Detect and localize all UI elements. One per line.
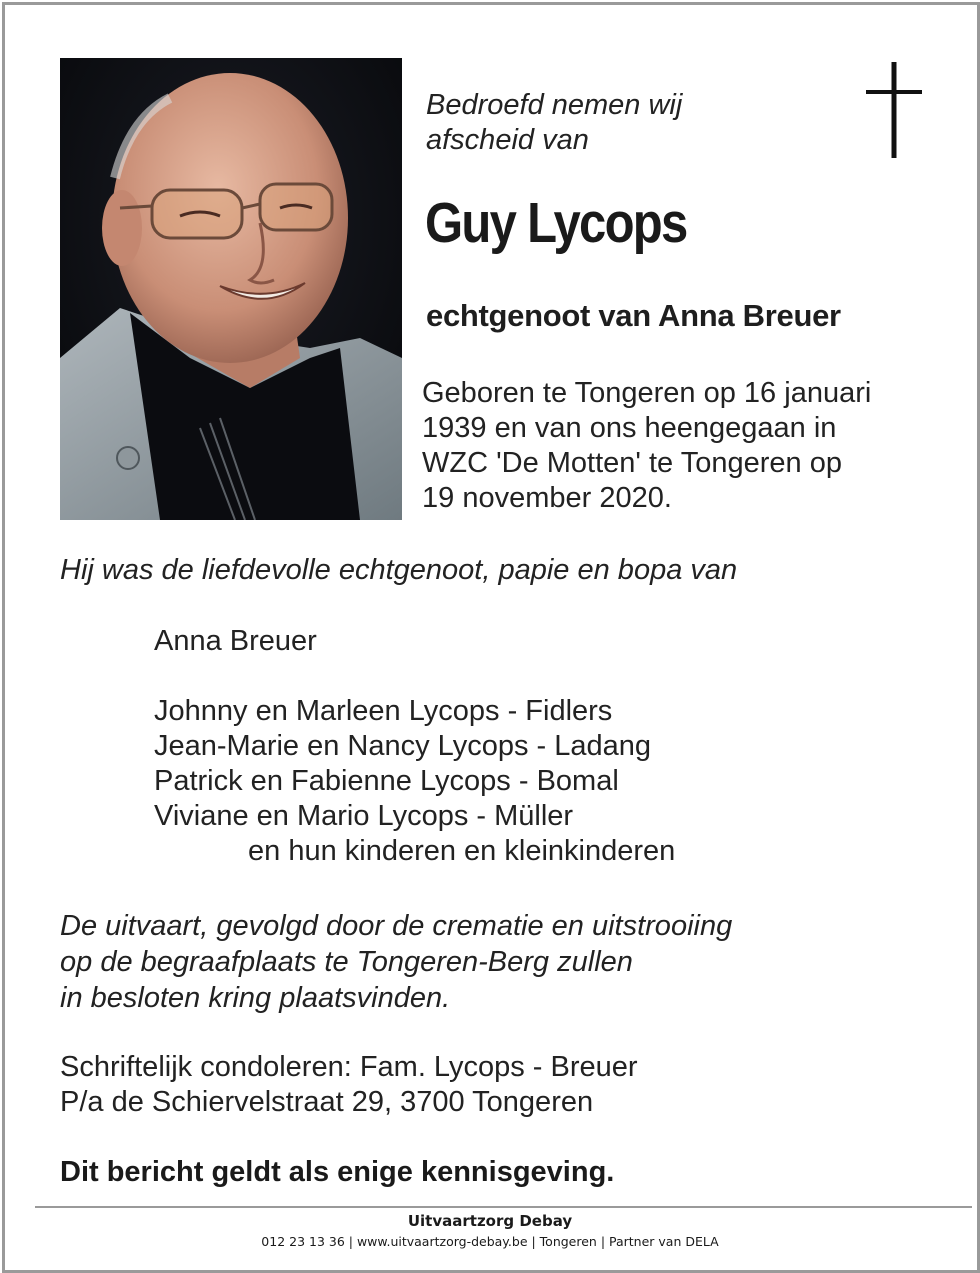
condolence-line-2: P/a de Schiervelstraat 29, 3700 Tongeren bbox=[60, 1086, 594, 1118]
birth-line-4: 19 november 2020. bbox=[422, 482, 672, 514]
birth-line-1: Geboren te Tongeren op 16 januari bbox=[422, 377, 872, 409]
footer-company: Uitvaartzorg Debay bbox=[407, 1212, 573, 1230]
family-list bbox=[154, 624, 675, 869]
footer-info: 012 23 13 36 | www.uitvaartzorg-debay.be | Tongeren | Partner van DELA bbox=[261, 1234, 719, 1249]
notice-text: Dit bericht geldt als enige kennisgeving. bbox=[60, 1156, 615, 1188]
intro-line-1: Bedroefd nemen wij bbox=[426, 89, 683, 121]
family-spacer bbox=[154, 659, 675, 694]
loving-line: Hij was de liefdevolle echtgenoot, papie en bopa van bbox=[60, 554, 738, 586]
footer-divider bbox=[35, 1206, 972, 1208]
intro-text bbox=[426, 88, 682, 158]
deceased-name: Guy Lycops bbox=[425, 191, 687, 255]
family-child: Jean-Marie en Nancy Lycops - Ladang bbox=[154, 730, 652, 762]
portrait-photo bbox=[60, 58, 402, 520]
cross-icon bbox=[866, 62, 922, 158]
family-spouse: Anna Breuer bbox=[154, 625, 317, 657]
birth-line-3: WZC 'De Motten' te Tongeren op bbox=[422, 447, 842, 479]
funeral-text bbox=[60, 908, 732, 1016]
funeral-line-2: op de begraafplaats te Tongeren-Berg zullen bbox=[60, 946, 633, 978]
deceased-relation: echtgenoot van Anna Breuer bbox=[426, 298, 841, 333]
family-grandchildren: en hun kinderen en kleinkinderen bbox=[248, 835, 676, 867]
intro-line-2: afscheid van bbox=[426, 124, 589, 156]
funeral-line-1: De uitvaart, gevolgd door de crematie en uitstrooiing bbox=[60, 910, 733, 942]
family-child: Patrick en Fabienne Lycops - Bomal bbox=[154, 765, 619, 797]
condolence-line-1: Schriftelijk condoleren: Fam. Lycops - Breuer bbox=[60, 1051, 638, 1083]
funeral-line-3: in besloten kring plaatsvinden. bbox=[60, 982, 451, 1014]
birth-line-2: 1939 en van ons heengegaan in bbox=[422, 412, 837, 444]
family-child: Johnny en Marleen Lycops - Fidlers bbox=[154, 695, 613, 727]
condolence-address bbox=[60, 1050, 638, 1120]
family-child: Viviane en Mario Lycops - Müller bbox=[154, 800, 574, 832]
birth-death-text bbox=[422, 376, 871, 516]
